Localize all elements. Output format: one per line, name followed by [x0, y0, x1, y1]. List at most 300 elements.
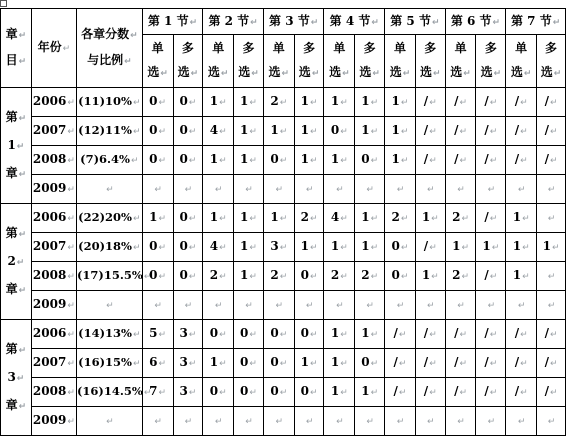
return-mark-icon: ↵	[549, 156, 558, 166]
return-mark-icon: ↵	[457, 185, 465, 195]
return-mark-icon: ↵	[281, 69, 290, 79]
multi-choice-count	[355, 407, 385, 436]
single-choice-count	[142, 175, 173, 204]
score-ratio-cell: (7)6.4%↵	[76, 146, 142, 175]
return-mark-icon: ↵	[398, 388, 407, 398]
return-mark-icon: ↵	[487, 301, 496, 311]
return-mark-icon: ↵	[154, 417, 162, 427]
return-mark-icon: ↵	[18, 285, 27, 296]
return-mark-icon: ↵	[340, 388, 348, 398]
multi-choice-count: /↵	[476, 146, 506, 175]
multi-choice-count: 1↵	[234, 233, 264, 262]
return-mark-icon: ↵	[249, 359, 257, 369]
multi-choice-count: 0↵	[355, 146, 385, 175]
multi-choice-count: 0↵	[234, 349, 264, 378]
return-mark-icon: ↵	[429, 388, 437, 398]
single-choice-count: 1↵	[385, 146, 416, 175]
return-mark-icon: ↵	[158, 243, 167, 253]
single-choice-count: 1↵	[324, 349, 355, 378]
return-mark-icon: ↵	[214, 301, 223, 311]
single-choice-header: 单 选↵	[445, 35, 476, 88]
multi-choice-header: 多 选↵	[294, 35, 324, 88]
year-header: 年份↵	[31, 9, 76, 88]
return-mark-icon: ↵	[459, 359, 468, 369]
single-choice-count: 0↵	[385, 233, 416, 262]
return-mark-icon: ↵	[340, 330, 348, 340]
single-choice-count: 1↵	[324, 88, 355, 117]
multi-choice-count	[415, 175, 445, 204]
return-mark-icon: ↵	[340, 127, 348, 137]
single-choice-count: 1↵	[385, 88, 416, 117]
multi-choice-count: 0↵	[173, 146, 203, 175]
return-mark-icon: ↵	[132, 243, 141, 253]
table-row	[1, 204, 566, 233]
return-mark-icon: ↵	[396, 417, 405, 427]
multi-choice-count	[537, 407, 566, 436]
return-mark-icon: ↵	[491, 243, 500, 253]
single-choice-count: 1↵	[203, 88, 234, 117]
single-choice-count: 0↵	[203, 320, 234, 349]
return-mark-icon: ↵	[402, 69, 411, 79]
return-mark-icon: ↵	[158, 388, 167, 398]
return-mark-icon: ↵	[275, 417, 284, 427]
single-choice-header: 单 选↵	[506, 35, 537, 88]
return-mark-icon: ↵	[190, 69, 199, 79]
return-mark-icon: ↵	[279, 243, 288, 253]
multi-choice-count	[537, 204, 566, 233]
table-anchor-icon	[0, 0, 7, 7]
multi-choice-count	[355, 175, 385, 204]
score-ratio-cell: (11)10%↵	[76, 88, 142, 117]
return-mark-icon: ↵	[249, 98, 257, 108]
return-mark-icon: ↵	[18, 169, 27, 180]
return-mark-icon: ↵	[400, 98, 409, 108]
return-mark-icon: ↵	[188, 156, 197, 166]
return-mark-icon: ↵	[549, 388, 558, 398]
single-choice-count	[324, 291, 355, 320]
return-mark-icon: ↵	[184, 185, 193, 195]
return-mark-icon: ↵	[370, 214, 379, 224]
table-row	[1, 117, 566, 146]
table-row	[1, 378, 566, 407]
multi-choice-count: 1↵	[294, 146, 324, 175]
table-row	[1, 349, 566, 378]
return-mark-icon: ↵	[370, 98, 379, 108]
year-cell: 2006↵	[31, 320, 76, 349]
single-choice-count: /↵	[445, 146, 476, 175]
return-mark-icon: ↵	[18, 401, 27, 412]
return-mark-icon: ↵	[489, 127, 498, 137]
single-choice-header: 单 选↵	[203, 35, 234, 88]
return-mark-icon: ↵	[249, 330, 257, 340]
return-mark-icon: ↵	[457, 417, 465, 427]
multi-choice-count: /↵	[415, 146, 445, 175]
return-mark-icon: ↵	[214, 417, 223, 427]
return-mark-icon: ↵	[154, 301, 162, 311]
single-choice-count: 0↵	[142, 88, 173, 117]
table-row	[1, 146, 566, 175]
single-choice-count	[506, 291, 537, 320]
single-choice-count: /↵	[385, 320, 416, 349]
return-mark-icon: ↵	[158, 272, 167, 282]
return-mark-icon: ↵	[309, 127, 318, 137]
header-row-sections	[1, 9, 566, 35]
single-choice-count: 1↵	[385, 117, 416, 146]
return-mark-icon: ↵	[427, 417, 435, 427]
chapter-label: 第↵ 2↵ 章↵	[1, 204, 32, 320]
return-mark-icon: ↵	[279, 127, 288, 137]
multi-choice-count	[537, 291, 566, 320]
return-mark-icon: ↵	[188, 330, 197, 340]
multi-choice-count: 3↵	[173, 320, 203, 349]
return-mark-icon: ↵	[67, 243, 75, 253]
return-mark-icon: ↵	[67, 301, 75, 311]
single-choice-count: /↵	[506, 88, 537, 117]
return-mark-icon: ↵	[143, 272, 152, 282]
single-choice-count: /↵	[385, 378, 416, 407]
multi-choice-header: 多 选↵	[173, 35, 203, 88]
single-choice-count: /↵	[445, 88, 476, 117]
multi-choice-count: 0↵	[294, 262, 324, 291]
single-choice-count: 0↵	[263, 320, 294, 349]
return-mark-icon: ↵	[459, 388, 468, 398]
single-choice-count	[385, 407, 416, 436]
multi-choice-count: 1↵	[234, 88, 264, 117]
single-choice-count: 0↵	[142, 117, 173, 146]
return-mark-icon: ↵	[16, 141, 25, 152]
return-mark-icon: ↵	[461, 243, 470, 253]
return-mark-icon: ↵	[489, 272, 498, 282]
return-mark-icon: ↵	[366, 301, 374, 311]
multi-choice-count	[173, 175, 203, 204]
year-cell: 2009↵	[31, 291, 76, 320]
single-choice-count: 2↵	[263, 88, 294, 117]
year-cell: 2007↵	[31, 233, 76, 262]
multi-choice-count: 3↵	[173, 378, 203, 407]
multi-choice-count: 1↵	[476, 233, 506, 262]
single-choice-count	[203, 175, 234, 204]
return-mark-icon: ↵	[429, 98, 437, 108]
return-mark-icon: ↵	[372, 69, 380, 79]
multi-choice-count	[415, 407, 445, 436]
return-mark-icon: ↵	[459, 127, 468, 137]
return-mark-icon: ↵	[459, 156, 468, 166]
multi-choice-count: /↵	[415, 349, 445, 378]
return-mark-icon: ↵	[219, 330, 227, 340]
return-mark-icon: ↵	[549, 127, 558, 137]
return-mark-icon: ↵	[279, 156, 288, 166]
section-header-6: 第 6 节↵	[445, 9, 506, 35]
multi-choice-count: /↵	[537, 146, 566, 175]
multi-choice-count: 1↵	[355, 117, 385, 146]
table-row	[1, 262, 566, 291]
return-mark-icon: ↵	[522, 272, 530, 282]
return-mark-icon: ↵	[340, 98, 348, 108]
return-mark-icon: ↵	[188, 272, 197, 282]
multi-choice-count	[476, 175, 506, 204]
multi-choice-count: /↵	[537, 320, 566, 349]
single-choice-count: 2↵	[445, 204, 476, 233]
single-choice-count	[263, 291, 294, 320]
return-mark-icon: ↵	[489, 156, 498, 166]
multi-choice-count: /↵	[415, 88, 445, 117]
return-mark-icon: ↵	[520, 359, 528, 369]
return-mark-icon: ↵	[160, 69, 168, 79]
return-mark-icon: ↵	[547, 417, 556, 427]
single-choice-header: 单 选↵	[263, 35, 294, 88]
single-choice-header: 单 选↵	[385, 35, 416, 88]
table-row	[1, 291, 566, 320]
single-choice-count: 3↵	[263, 233, 294, 262]
score-ratio-cell	[76, 175, 142, 204]
year-cell: 2006↵	[31, 204, 76, 233]
return-mark-icon: ↵	[309, 388, 318, 398]
section-header-3: 第 3 节↵	[263, 9, 324, 35]
return-mark-icon: ↵	[547, 272, 556, 282]
chapter-label: 第↵ 1↵ 章↵	[1, 88, 32, 204]
return-mark-icon: ↵	[158, 98, 167, 108]
multi-choice-count: 0↵	[294, 320, 324, 349]
return-mark-icon: ↵	[309, 272, 318, 282]
return-mark-icon: ↵	[520, 330, 528, 340]
multi-choice-count: 0↵	[173, 117, 203, 146]
return-mark-icon: ↵	[520, 156, 528, 166]
multi-choice-count: 1↵	[355, 378, 385, 407]
multi-choice-header: 多 选↵	[415, 35, 445, 88]
return-mark-icon: ↵	[342, 69, 350, 79]
return-mark-icon: ↵	[520, 127, 528, 137]
return-mark-icon: ↵	[67, 272, 75, 282]
table-row	[1, 407, 566, 436]
section-header-1: 第 1 节↵	[142, 9, 203, 35]
return-mark-icon: ↵	[523, 69, 532, 79]
multi-choice-count	[537, 262, 566, 291]
return-mark-icon: ↵	[279, 330, 288, 340]
single-choice-count	[506, 407, 537, 436]
return-mark-icon: ↵	[219, 214, 227, 224]
single-choice-count	[445, 175, 476, 204]
section-header-7: 第 7 节↵	[506, 9, 566, 35]
single-choice-count: 0↵	[142, 146, 173, 175]
return-mark-icon: ↵	[366, 185, 374, 195]
multi-choice-count: 0↵	[173, 88, 203, 117]
single-choice-count: /↵	[445, 320, 476, 349]
return-mark-icon: ↵	[249, 156, 257, 166]
return-mark-icon: ↵	[489, 98, 498, 108]
return-mark-icon: ↵	[245, 185, 253, 195]
return-mark-icon: ↵	[132, 127, 141, 137]
return-mark-icon: ↵	[309, 156, 318, 166]
return-mark-icon: ↵	[517, 417, 526, 427]
multi-choice-count: 1↵	[294, 233, 324, 262]
multi-choice-count: /↵	[415, 117, 445, 146]
multi-choice-count: /↵	[476, 378, 506, 407]
single-choice-count: 1↵	[506, 204, 537, 233]
single-choice-count: /↵	[506, 349, 537, 378]
return-mark-icon: ↵	[493, 69, 502, 79]
multi-choice-count: /↵	[476, 88, 506, 117]
multi-choice-count: 1↵	[415, 204, 445, 233]
return-mark-icon: ↵	[551, 243, 560, 253]
multi-choice-count: /↵	[537, 349, 566, 378]
return-mark-icon: ↵	[433, 69, 441, 79]
single-choice-count: 7↵	[142, 378, 173, 407]
single-choice-count	[263, 175, 294, 204]
multi-choice-count	[234, 407, 264, 436]
single-choice-count: 0↵	[142, 233, 173, 262]
year-cell: 2008↵	[31, 378, 76, 407]
return-mark-icon: ↵	[311, 69, 320, 79]
single-choice-count: /↵	[445, 349, 476, 378]
return-mark-icon: ↵	[370, 272, 379, 282]
return-mark-icon: ↵	[67, 127, 75, 137]
score-ratio-cell: (14)13%↵	[76, 320, 142, 349]
year-cell: 2008↵	[31, 146, 76, 175]
return-mark-icon: ↵	[309, 330, 318, 340]
return-mark-icon: ↵	[336, 185, 344, 195]
return-mark-icon: ↵	[547, 185, 556, 195]
multi-choice-header: 多 选↵	[476, 35, 506, 88]
single-choice-count: 2↵	[385, 204, 416, 233]
multi-choice-count	[173, 291, 203, 320]
multi-choice-count: 1↵	[234, 262, 264, 291]
multi-choice-count: 1↵	[294, 88, 324, 117]
table-row	[1, 175, 566, 204]
multi-choice-count	[355, 291, 385, 320]
return-mark-icon: ↵	[188, 214, 197, 224]
single-choice-count: /↵	[506, 117, 537, 146]
single-choice-count	[203, 291, 234, 320]
return-mark-icon: ↵	[249, 272, 257, 282]
return-mark-icon: ↵	[549, 330, 558, 340]
multi-choice-count	[476, 407, 506, 436]
return-mark-icon: ↵	[188, 127, 197, 137]
multi-choice-count: 2↵	[294, 204, 324, 233]
single-choice-count: 1↵	[324, 233, 355, 262]
return-mark-icon: ↵	[249, 388, 257, 398]
return-mark-icon: ↵	[522, 214, 530, 224]
single-choice-count: /↵	[506, 378, 537, 407]
return-mark-icon: ↵	[398, 359, 407, 369]
multi-choice-count	[294, 407, 324, 436]
multi-choice-count: 1↵	[537, 233, 566, 262]
return-mark-icon: ↵	[427, 185, 435, 195]
return-mark-icon: ↵	[219, 243, 227, 253]
single-choice-count: 1↵	[506, 262, 537, 291]
single-choice-count: 0↵	[324, 117, 355, 146]
return-mark-icon: ↵	[370, 156, 379, 166]
return-mark-icon: ↵	[67, 388, 75, 398]
multi-choice-count	[234, 175, 264, 204]
return-mark-icon: ↵	[370, 359, 379, 369]
return-mark-icon: ↵	[489, 359, 498, 369]
single-choice-count: 0↵	[263, 349, 294, 378]
year-cell: 2009↵	[31, 407, 76, 436]
multi-choice-count: 1↵	[355, 233, 385, 262]
chapter-label: 第↵ 3↵ 章↵	[1, 320, 32, 436]
multi-choice-count	[294, 291, 324, 320]
return-mark-icon: ↵	[132, 359, 141, 369]
return-mark-icon: ↵	[184, 301, 193, 311]
return-mark-icon: ↵	[158, 127, 167, 137]
return-mark-icon: ↵	[461, 214, 470, 224]
return-mark-icon: ↵	[188, 359, 197, 369]
single-choice-count: 2↵	[263, 262, 294, 291]
return-mark-icon: ↵	[429, 127, 437, 137]
single-choice-count: 1↵	[263, 117, 294, 146]
section-header-5: 第 5 节↵	[385, 9, 446, 35]
multi-choice-header: 多 选↵	[234, 35, 264, 88]
return-mark-icon: ↵	[457, 301, 465, 311]
return-mark-icon: ↵	[249, 127, 257, 137]
return-mark-icon: ↵	[132, 214, 141, 224]
single-choice-count: 0↵	[142, 262, 173, 291]
multi-choice-count	[294, 175, 324, 204]
multi-choice-count: 2↵	[355, 262, 385, 291]
return-mark-icon: ↵	[220, 69, 229, 79]
multi-choice-count: 0↵	[294, 378, 324, 407]
return-mark-icon: ↵	[340, 359, 348, 369]
return-mark-icon: ↵	[279, 98, 288, 108]
return-mark-icon: ↵	[249, 243, 257, 253]
multi-choice-count: 1↵	[355, 204, 385, 233]
return-mark-icon: ↵	[188, 98, 197, 108]
return-mark-icon: ↵	[154, 185, 162, 195]
return-mark-icon: ↵	[522, 243, 530, 253]
single-choice-count: /↵	[445, 378, 476, 407]
return-mark-icon: ↵	[463, 69, 471, 79]
single-choice-count: 0↵	[263, 378, 294, 407]
return-mark-icon: ↵	[279, 388, 288, 398]
single-choice-count: 4↵	[203, 233, 234, 262]
return-mark-icon: ↵	[67, 417, 75, 427]
return-mark-icon: ↵	[16, 373, 25, 384]
return-mark-icon: ↵	[219, 127, 227, 137]
return-mark-icon: ↵	[520, 98, 528, 108]
score-ratio-cell: (17)15.5%↵	[76, 262, 142, 291]
single-choice-count: 4↵	[324, 204, 355, 233]
return-mark-icon: ↵	[309, 98, 318, 108]
exam-statistics-table	[0, 8, 566, 436]
single-choice-count: /↵	[506, 146, 537, 175]
multi-choice-count: 0↵	[355, 349, 385, 378]
multi-choice-count: /↵	[537, 378, 566, 407]
return-mark-icon: ↵	[396, 185, 405, 195]
single-choice-count	[324, 407, 355, 436]
return-mark-icon: ↵	[219, 156, 227, 166]
multi-choice-count: /↵	[476, 117, 506, 146]
single-choice-count	[263, 407, 294, 436]
single-choice-count	[385, 175, 416, 204]
multi-choice-count	[415, 291, 445, 320]
multi-choice-count	[234, 291, 264, 320]
return-mark-icon: ↵	[279, 214, 288, 224]
return-mark-icon: ↵	[520, 388, 528, 398]
return-mark-icon: ↵	[158, 156, 167, 166]
return-mark-icon: ↵	[130, 156, 139, 166]
return-mark-icon: ↵	[275, 301, 284, 311]
return-mark-icon: ↵	[336, 301, 344, 311]
multi-choice-count	[537, 175, 566, 204]
return-mark-icon: ↵	[487, 185, 496, 195]
single-choice-count: 1↵	[324, 320, 355, 349]
return-mark-icon: ↵	[132, 98, 141, 108]
multi-choice-count: 1↵	[234, 146, 264, 175]
return-mark-icon: ↵	[132, 330, 141, 340]
single-choice-count	[445, 407, 476, 436]
return-mark-icon: ↵	[400, 214, 409, 224]
return-mark-icon: ↵	[106, 301, 114, 311]
